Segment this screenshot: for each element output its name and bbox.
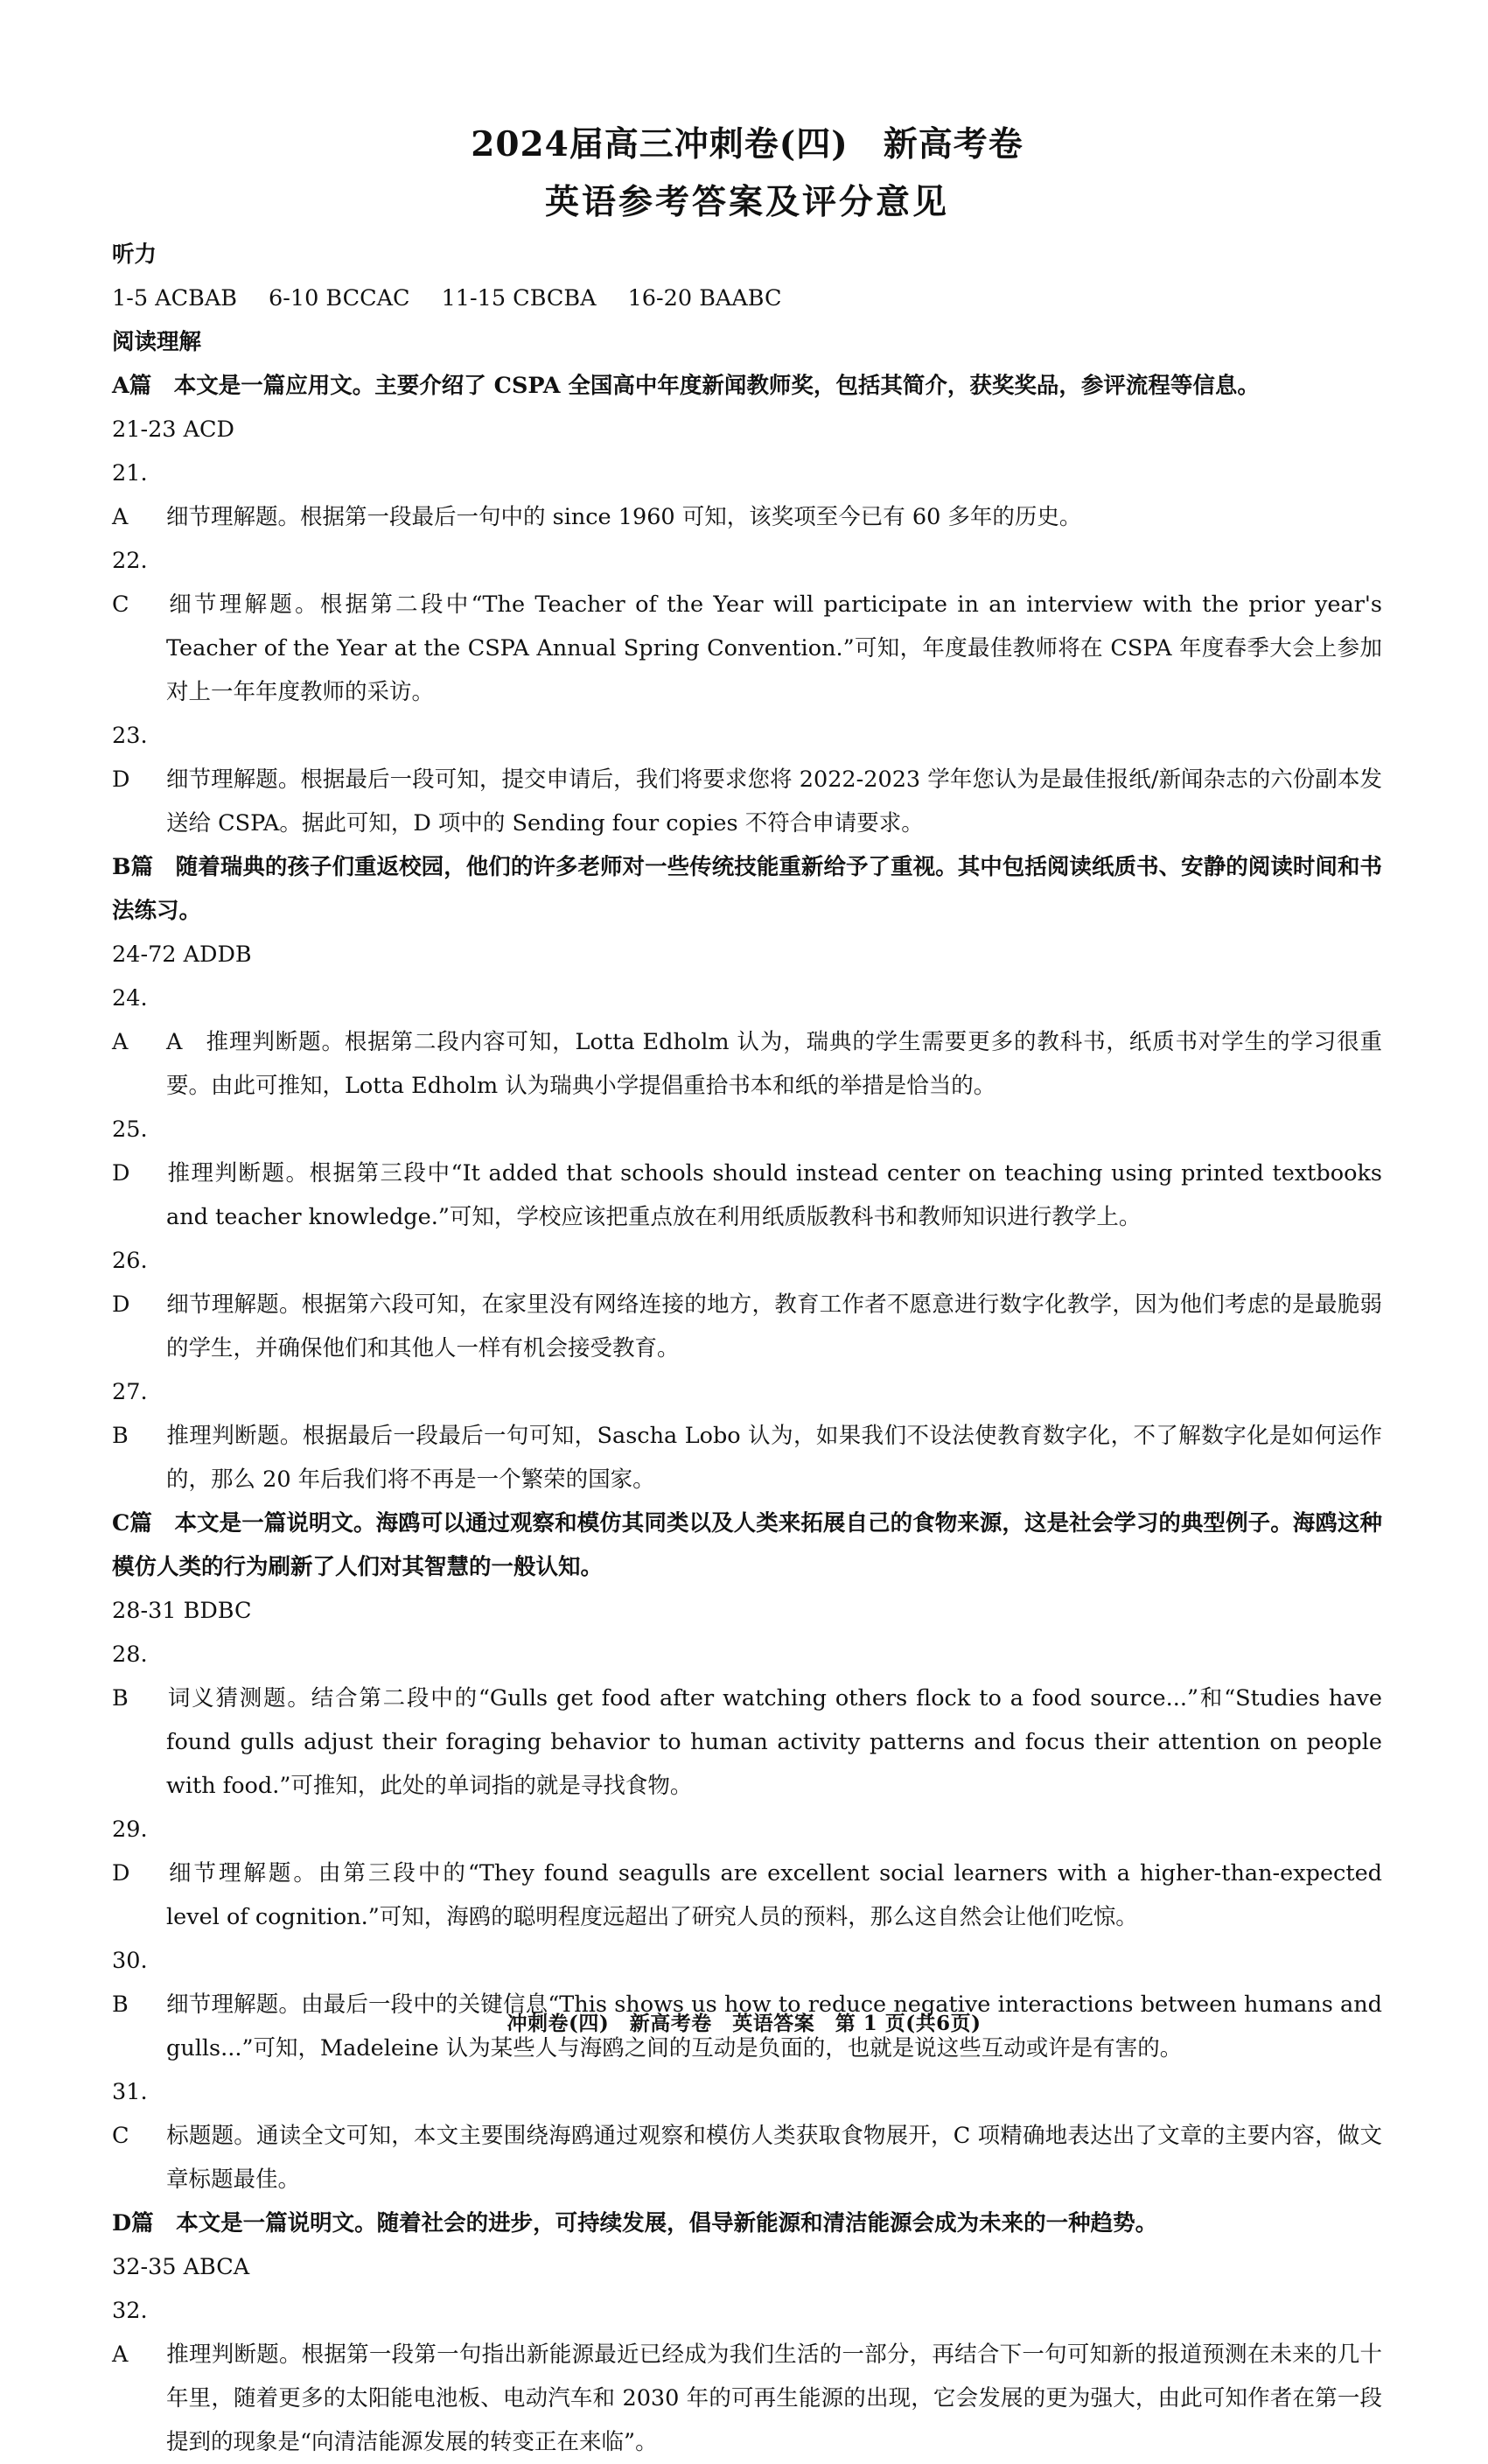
explanation: 细节理解题。由最后一段中的关键信息“This shows us how to reduce negative interactions between humans and gulls...”可知，Madeleine 认为某些人与海鸥之间的互动是负面的，也就是说这些互动或许是有害的。 [166, 1992, 1382, 2062]
answer-item-29 [112, 1808, 1382, 1939]
page-title: 2024届高三冲刺卷(四) 新高考卷 [471, 124, 1023, 164]
explanation: 标题题。通读全文可知，本文主要围绕海鸥通过观察和模仿人类获取食物展开，C 项精确地表达出了文章的主要内容，做文章标题最佳。 [166, 2123, 1382, 2193]
answer-item-28 [112, 1633, 1382, 1808]
question-number: 26. D [112, 1248, 148, 1318]
listening-heading: 听力 [112, 242, 157, 268]
section-c-answers: 28-31 BDBC [112, 1598, 252, 1624]
question-number: 21. A [112, 460, 148, 530]
section-d-answers: 32-35 ABCA [112, 2254, 250, 2280]
listening-answer-group: 16-20 BAABC [627, 285, 782, 312]
explanation: 细节理解题。根据第一段最后一句中的 since 1960 可知，该奖项至今已有 60 多年的历史。 [166, 504, 1082, 530]
section-b-answers: 24-72 ADDB [112, 942, 252, 968]
question-number: 24. A [112, 985, 148, 1055]
question-number: 27. B [112, 1379, 148, 1449]
explanation: 细节理解题。根据第二段中“The Teacher of the Year will participate in an interview with the prior year's Teacher of the Year at the CSPA Annual Spring Convention.”可知，年度最佳教师将在 CSPA 年度春季大会上参加对上一年年度教师的采访。 [166, 592, 1382, 705]
answer-item-23 [112, 714, 1382, 845]
question-number: 30. B [112, 1948, 148, 2018]
explanation: 细节理解题。由第三段中的“They found seagulls are excellent social learners with a higher-than-expected level of cognition.”可知，海鸥的聪明程度远超出了研究人员的预料，那么这自然会让他们吃惊。 [166, 1860, 1382, 1930]
listening-answer-group: 11-15 CBCBA [441, 285, 597, 312]
answer-item-27 [112, 1370, 1382, 1502]
question-number: 32. A [112, 2298, 148, 2368]
listening-answer-group: 1-5 ACBAB [112, 285, 237, 312]
question-number: 25. D [112, 1116, 148, 1186]
question-number: 22. C [112, 548, 148, 618]
section-d-summary: D篇 本文是一篇说明文。随着社会的进步，可持续发展，倡导新能源和清洁能源会成为未来的一种趋势。 [112, 2210, 1158, 2236]
answer-item-26 [112, 1239, 1382, 1370]
question-number: 29. D [112, 1816, 148, 1886]
explanation: 细节理解题。根据最后一段可知，提交申请后，我们将要求您将 2022-2023 学年您认为是最佳报纸/新闻杂志的六份副本发送给 CSPA。据此可知，D 项中的 Sending four copies 不符合申请要求。 [166, 766, 1382, 836]
answer-body [112, 233, 1382, 2464]
answer-item-31 [112, 2070, 1382, 2202]
explanation: 推理判断题。根据第三段中“It added that schools should instead center on teaching using printed textbooks and teacher knowledge.”可知，学校应该把重点放在利用纸质版教科书和教师知识进行教学上。 [166, 1160, 1382, 1230]
explanation: 推理判断题。根据最后一段最后一句可知，Sascha Lobo 认为，如果我们不设法使教育数字化，不了解数字化是如何运作的，那么 20 年后我们将不再是一个繁荣的国家。 [166, 1423, 1382, 1493]
answer-item-25 [112, 1108, 1382, 1239]
explanation: 词义猜测题。结合第二段中的“Gulls get food after watching others flock to a food source...”和“Studies have found gulls adjust their foraging behavior to human activity patterns and focus their attention on people with food.”可推知，此处的单词指的就是寻找食物。 [166, 1685, 1382, 1799]
explanation: 推理判断题。根据第一段第一句指出新能源最近已经成为我们生活的一部分，再结合下一句可知新的报道预测在未来的几十年里，随着更多的太阳能电池板、电动汽车和 2030 年的可再生能源的出现，它会发展的更为强大，由此可知作者在第一段提到的现象是“向清洁能源发展的转变正在来临”。 [166, 2342, 1382, 2455]
section-a-answers: 21-23 ACD [112, 416, 234, 443]
explanation: A 推理判断题。根据第二段内容可知，Lotta Edholm 认为，瑞典的学生需要更多的教科书，纸质书对学生的学习很重要。由此可推知，Lotta Edholm 认为瑞典小学提倡重拾书本和纸的举措是恰当的。 [166, 1029, 1382, 1099]
question-number: 23. D [112, 723, 148, 793]
answer-item-21 [112, 452, 1382, 539]
answer-item-30 [112, 1939, 1382, 2070]
question-number: 31. C [112, 2079, 148, 2149]
page-subtitle: 英语参考答案及评分意见 [544, 182, 949, 222]
question-number: 28. B [112, 1642, 148, 1712]
section-a-summary: A篇 本文是一篇应用文。主要介绍了 CSPA 全国高中年度新闻教师奖，包括其简介，获奖奖品，参评流程等信息。 [112, 373, 1260, 399]
page-footer: 冲刺卷(四) 新高考卷 英语答案 第 1 页(共6页) [506, 2012, 982, 2035]
explanation: 细节理解题。根据第六段可知，在家里没有网络连接的地方，教育工作者不愿意进行数字化教学，因为他们考虑的是最脆弱的学生，并确保他们和其他人一样有机会接受教育。 [166, 1292, 1382, 1362]
listening-answers [112, 276, 1382, 320]
listening-answer-group: 6-10 BCCAC [269, 285, 410, 312]
section-b-summary: B篇 随着瑞典的孩子们重返校园，他们的许多老师对一些传统技能重新给予了重视。其中包括阅读纸质书、安静的阅读时间和书法练习。 [112, 854, 1382, 924]
section-c-summary: C篇 本文是一篇说明文。海鸥可以通过观察和模仿其同类以及人类来拓展自己的食物来源，这是社会学习的典型例子。海鸥这种模仿人类的行为刷新了人们对其智慧的一般认知。 [112, 1510, 1382, 1580]
answer-item-22 [112, 539, 1382, 714]
reading-heading: 阅读理解 [112, 329, 202, 355]
answer-item-32 [112, 2289, 1382, 2464]
answer-item-24 [112, 976, 1382, 1108]
